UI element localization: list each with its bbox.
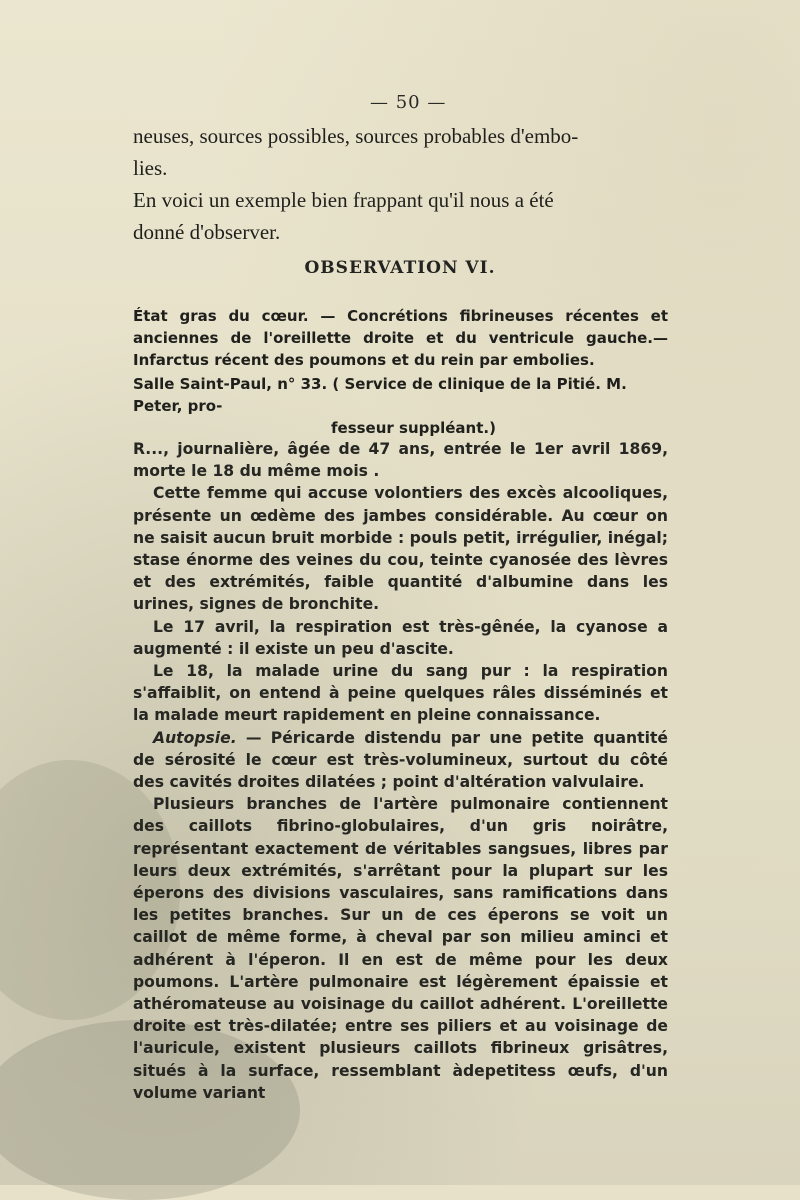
intro-line: donné d'observer. [133,220,281,244]
intro-line: En voici un exemple bien frappant qu'il nous a été [133,188,554,212]
autopsie-text: — Péricarde distendu par une petite quantité de sérosité le cœur est très-volumineux, surtout du côté des cavités droites dilatées ; point d'altération valvulaire. [133,728,668,792]
observation-summary [133,305,668,371]
body-paragraph-autopsie [133,727,668,794]
service-line [133,373,668,439]
body-paragraph: Le 18, la malade urine du sang pur : la respiration s'affaiblit, on entend à peine quelques râles disséminés et la malade meurt rapidement en pleine connaissance. [133,662,668,725]
summary-text: État gras du cœur. — Concrétions fibrineuses récentes et anciennes de l'oreillette droite et du ventricule gauche.—Infarctus récent des poumons et du rein par embolies. [133,307,668,369]
intro-line: lies. [133,156,168,180]
intro-line: neuses, sources possibles, sources probables d'embo- [133,124,579,148]
intro-text [133,120,668,248]
body-paragraph: Plusieurs branches de l'artère pulmonaire contiennent des caillots fibrino-globulaires, d'un gris noirâtre, représentant exactement de véritables sangsues, libres par leurs deux extrémités, s'arrêtant pour la plupart sur les éperons des divisions vasculaires, sans ramifications dans les petites branches. Sur un de ces éperons se voit un caillot de même forme, à cheval par son milieu aminci et adhérent à l'éperon. Il en est de même pour les deux poumons. L'artère pulmonaire est légèrement épaissie et athéromateuse au voisinage du caillot adhérent. L'oreillette droite est très-dilatée; entre ses piliers et au voisinage de l'auricule, existent plusieurs caillots fibrineux grisâtres, situés à la surface, ressemblant àdepetitess œufs, d'un volume variant [133,795,668,1102]
body-paragraph: Cette femme qui accuse volontiers des excès alcooliques, présente un œdème des jambes considérable. Au cœur on ne saisit aucun bruit morbide : pouls petit, irrégulier, inégal; stase énorme des veines du cou, teinte cyanosée des lèvres et des extrémités, faible quantité d'albumine dans les urines, signes de bronchite. [133,484,668,614]
service-line-1: Salle Saint-Paul, n° 33. ( Service de clinique de la Pitié. M. Peter, pro- [133,375,627,415]
service-line-2: fesseur suppléant.) [331,419,496,437]
body-paragraph: Le 17 avril, la respiration est très-gênée, la cyanose a augmenté : il existe un peu d'ascite. [133,617,668,658]
observation-title: OBSERVATION VI. [304,258,496,278]
page-number: — 50 — [370,92,447,113]
autopsie-label: Autopsie. [153,728,237,747]
body-paragraph: R..., journalière, âgée de 47 ans, entrée le 1er avril 1869, morte le 18 du même mois . [133,440,668,481]
observation-body [133,438,668,1104]
